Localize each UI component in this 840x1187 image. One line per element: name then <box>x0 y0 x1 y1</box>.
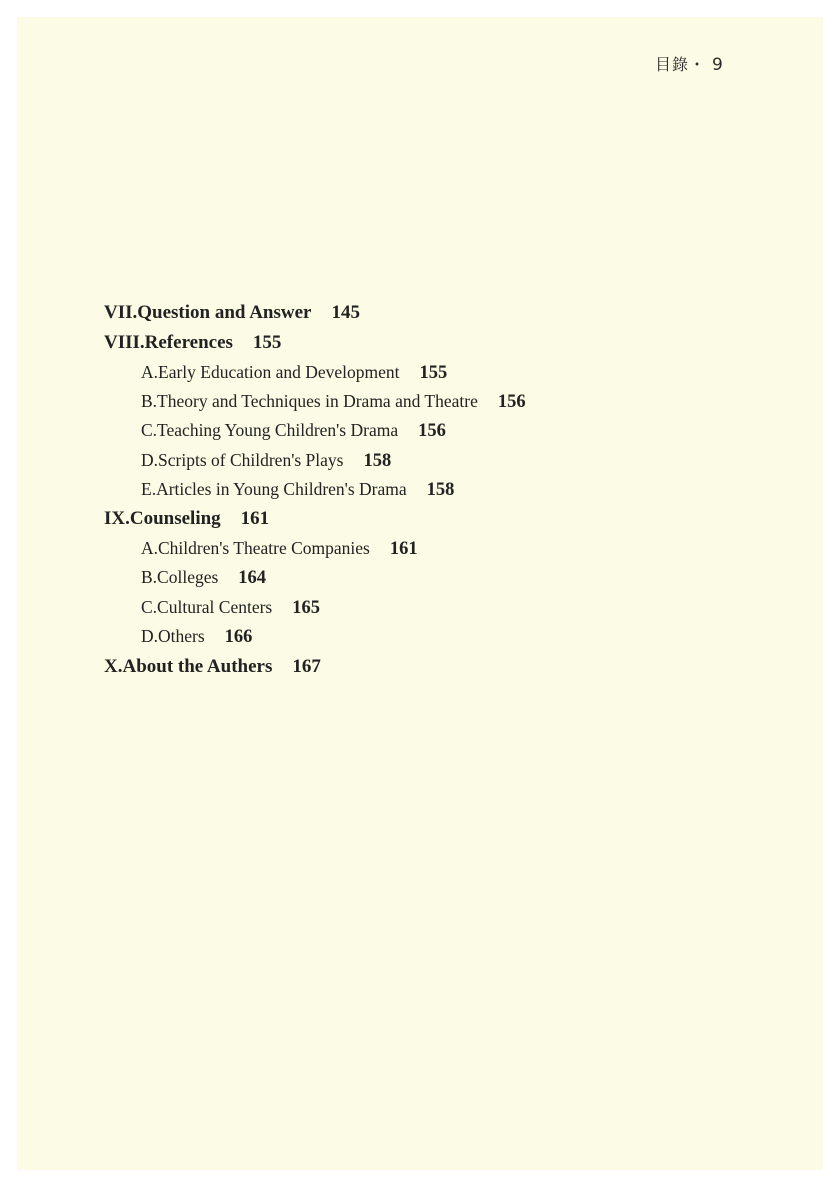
toc-entry-title: C.Teaching Young Children's Drama <box>141 420 399 440</box>
toc-entry-counseling <box>104 508 269 530</box>
toc-entry-title: D.Scripts of Children's Plays <box>141 450 344 470</box>
toc-entry-title: A.Children's Theatre Companies <box>141 538 370 558</box>
toc-entry-title: VII.Question and Answer <box>104 302 312 323</box>
toc-entry-about-the-authors <box>104 656 321 678</box>
toc-entry-page: 167 <box>292 656 321 677</box>
toc-entry-page: 161 <box>389 539 418 559</box>
book-page <box>17 17 823 1170</box>
toc-entry-title: X.About the Authers <box>104 656 273 677</box>
toc-entry-title: D.Others <box>141 626 205 646</box>
toc-subentry-articles <box>141 479 454 501</box>
toc-subentry-teaching-young-childrens-drama <box>141 420 446 442</box>
page-number: 9 <box>712 55 724 75</box>
toc-entry-page: 156 <box>497 392 526 412</box>
toc-entry-page: 164 <box>238 568 267 588</box>
toc-entry-title: VIII.References <box>104 332 233 353</box>
toc-subentry-early-education <box>141 362 447 384</box>
toc-entry-page: 158 <box>363 451 392 471</box>
toc-entry-title: B.Colleges <box>141 567 219 587</box>
toc-entry-references <box>104 332 281 354</box>
toc-subentry-cultural-centers <box>141 597 320 619</box>
toc-entry-page: 155 <box>252 332 282 353</box>
toc-entry-page: 156 <box>418 421 446 441</box>
toc-entry-title: A.Early Education and Development <box>141 362 400 382</box>
toc-entry-page: 155 <box>419 363 448 383</box>
toc-subentry-childrens-theatre-companies <box>141 538 418 560</box>
toc-entry-page: 145 <box>331 302 360 323</box>
toc-subentry-others <box>141 626 252 648</box>
toc-entry-page: 166 <box>224 627 253 647</box>
toc-entry-title: IX.Counseling <box>104 508 221 529</box>
toc-entry-page: 158 <box>426 480 455 500</box>
toc-entry-page: 161 <box>240 508 270 529</box>
toc-subentry-scripts-of-childrens-plays <box>141 450 391 472</box>
running-head-title: 目錄・ <box>655 55 707 74</box>
toc-entry-question-and-answer <box>104 302 360 324</box>
running-head <box>655 52 724 75</box>
toc-entry-page: 165 <box>292 598 320 618</box>
toc-entry-title: E.Articles in Young Children's Drama <box>141 479 407 499</box>
toc-entry-title: B.Theory and Techniques in Drama and Theatre <box>141 391 478 411</box>
toc-entry-title: C.Cultural Centers <box>141 597 273 617</box>
toc-subentry-theory-and-techniques <box>141 391 526 413</box>
toc-subentry-colleges <box>141 567 266 589</box>
